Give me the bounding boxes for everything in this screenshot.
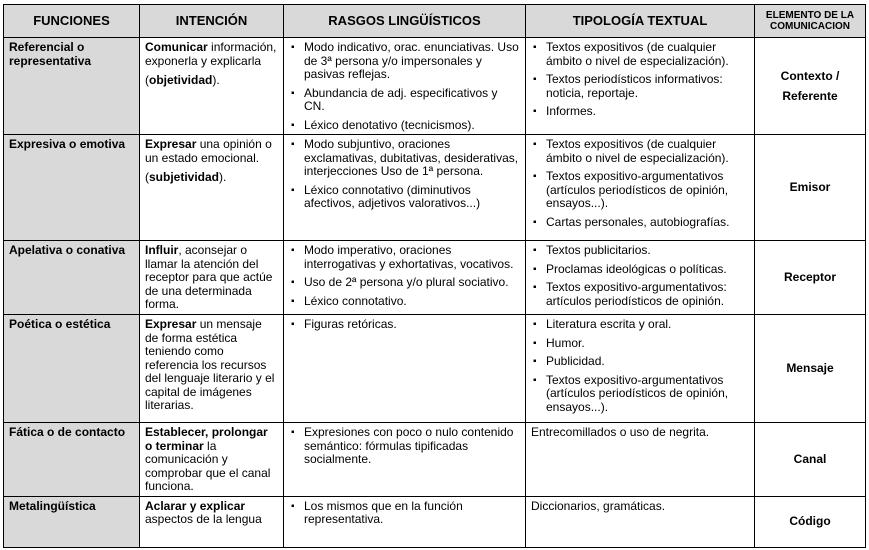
list-item: ▪ Léxico connotativo (diminutivos afectivos, adjetivos valorativos...) (304, 184, 520, 211)
tipologia-cell: Diccionarios, gramáticas. (526, 496, 755, 547)
header-intencion: INTENCIÓN (140, 5, 284, 38)
rasgos-list (289, 41, 520, 132)
list-item: ▪ Expresiones con poco o nulo contenido semántico: fórmulas tipificadas socialmente. (304, 426, 520, 467)
funcion-cell: Expresiva o emotiva (4, 135, 140, 241)
intencion-cell: Influir, aconsejar o llamar la atención del receptor para que actúe de una determinada forma. (140, 241, 284, 315)
rasgos-cell (284, 135, 526, 241)
tipologia-list (531, 41, 749, 119)
list-item: ▪ Léxico denotativo (tecnicismos). (304, 119, 520, 133)
funcion-cell: Referencial o representativa (4, 38, 140, 135)
list-item: ▪ Textos expositivos (de cualquier ámbito o nivel de especialización). (546, 41, 749, 68)
tipologia-cell (526, 38, 755, 135)
list-item: ▪ Literatura escrita y oral. (546, 318, 749, 332)
rasgos-list (289, 138, 520, 211)
rasgos-cell (284, 241, 526, 315)
table-row (4, 135, 866, 241)
header-row (4, 5, 866, 38)
functions-table (3, 4, 866, 548)
tipologia-cell (526, 241, 755, 315)
table-row (4, 496, 866, 547)
rasgos-cell (284, 38, 526, 135)
list-item: ▪ Publicidad. (546, 355, 749, 369)
funcion-cell: Fática o de contacto (4, 423, 140, 497)
list-item: ▪ Textos expositivo-argumentativos (artículos periodísticos de opinión, ensayos...). (546, 374, 749, 415)
rasgos-cell (284, 496, 526, 547)
intencion-cell: Expresar un mensaje de forma estética teniendo como referencia los recursos del lenguaje literario y el capital de imágenes literarias. (140, 315, 284, 423)
rasgos-list (289, 318, 520, 332)
list-item: ▪ Modo indicativo, orac. enunciativas. Uso de 3ª persona y/o impersonales y pasivas reflejas. (304, 41, 520, 82)
elemento-cell: Canal (755, 423, 866, 497)
elemento-cell: Mensaje (755, 315, 866, 423)
rasgos-cell (284, 315, 526, 423)
tipologia-list (531, 318, 749, 414)
list-item: ▪ Léxico connotativo. (304, 295, 520, 309)
list-item: ▪ Modo subjuntivo, oraciones exclamativas, dubitativas, desiderativas, interjecciones Uso de 1ª persona. (304, 138, 520, 179)
tipologia-cell (526, 315, 755, 423)
table-row (4, 38, 866, 135)
list-item: ▪ Textos publicitarios. (546, 244, 749, 258)
intencion-cell: Expresar una opinión o un estado emocional. (subjetividad). (140, 135, 284, 241)
list-item: ▪ Textos expositivos (de cualquier ámbito o nivel de especialización). (546, 138, 749, 165)
list-item: ▪ Textos expositivo-argumentativos (artículos periodísticos de opinión, ensayos...). (546, 170, 749, 211)
table-row (4, 241, 866, 315)
tipologia-cell: Entrecomillados o uso de negrita. (526, 423, 755, 497)
elemento-cell: Código (755, 496, 866, 547)
elemento-cell: Emisor (755, 135, 866, 241)
header-funciones: FUNCIONES (4, 5, 140, 38)
list-item: ▪ Los mismos que en la función representativa. (304, 500, 520, 527)
tipologia-cell (526, 135, 755, 241)
list-item: ▪ Informes. (546, 105, 749, 119)
table-row (4, 423, 866, 497)
intencion-cell: Aclarar y explicar aspectos de la lengua (140, 496, 284, 547)
elemento-cell: Receptor (755, 241, 866, 315)
table-row (4, 315, 866, 423)
list-item: ▪ Modo imperativo, oraciones interrogativas y exhortativas, vocativos. (304, 244, 520, 271)
header-tipologia: TIPOLOGÍA TEXTUAL (526, 5, 755, 38)
rasgos-list (289, 426, 520, 467)
rasgos-list (289, 500, 520, 527)
list-item: ▪ Abundancia de adj. especificativos y CN. (304, 87, 520, 114)
list-item: ▪ Textos periodísticos informativos: noticia, reportaje. (546, 73, 749, 100)
header-rasgos: RASGOS LINGÜÍSTICOS (284, 5, 526, 38)
list-item: ▪ Proclamas ideológicas o políticas. (546, 263, 749, 277)
intencion-cell: Comunicar información, exponerla y explicarla (objetividad). (140, 38, 284, 135)
rasgos-list (289, 244, 520, 308)
funcion-cell: Metalingüística (4, 496, 140, 547)
list-item: ▪ Uso de 2ª persona y/o plural sociativo. (304, 276, 520, 290)
list-item: ▪ Cartas personales, autobiografías. (546, 216, 749, 230)
list-item: ▪ Humor. (546, 337, 749, 351)
funcion-cell: Apelativa o conativa (4, 241, 140, 315)
tipologia-list (531, 138, 749, 229)
tipologia-list (531, 244, 749, 308)
list-item: ▪ Textos expositivo-argumentativos: artículos periodísticos de opinión. (546, 281, 749, 308)
rasgos-cell (284, 423, 526, 497)
elemento-cell: Contexto / Referente (755, 38, 866, 135)
funcion-cell: Poética o estética (4, 315, 140, 423)
intencion-cell: Establecer, prolongar o terminar la comunicación y comprobar que el canal funciona. (140, 423, 284, 497)
list-item: ▪ Figuras retóricas. (304, 318, 520, 332)
header-elemento: ELEMENTO DE LA COMUNICACION (755, 5, 866, 38)
